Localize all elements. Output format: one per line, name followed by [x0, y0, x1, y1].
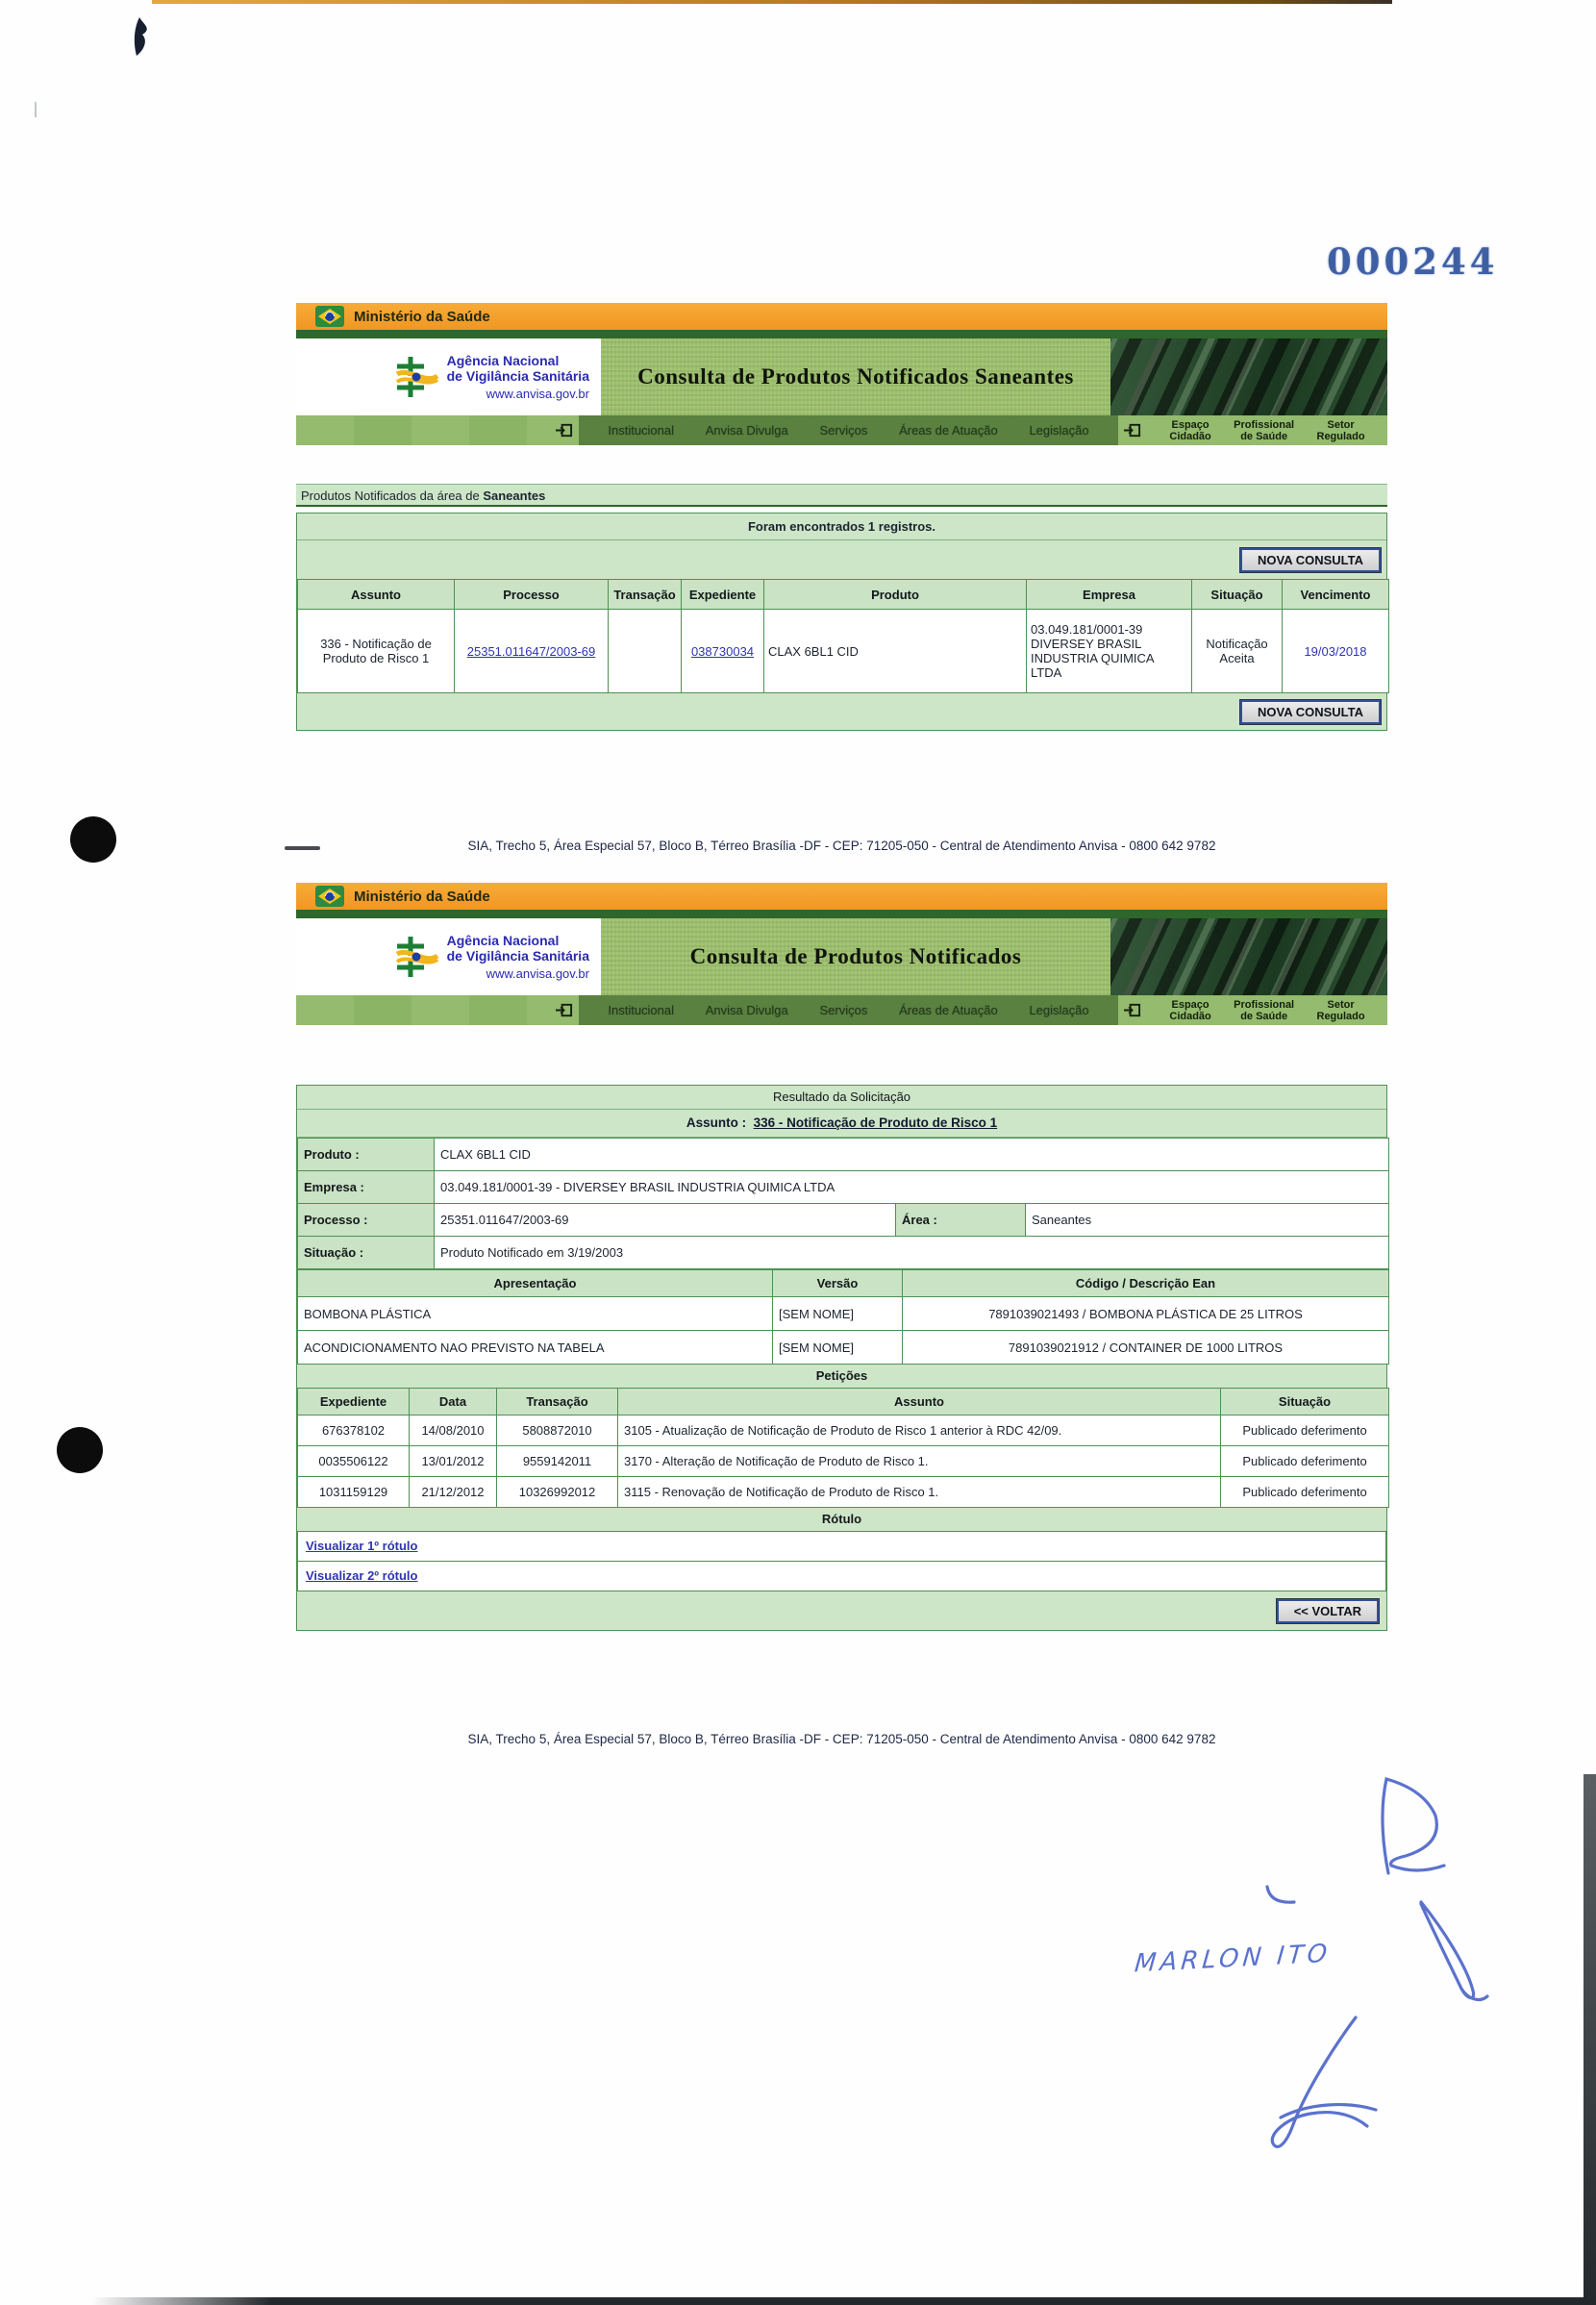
- anvisa-address-footer: SIA, Trecho 5, Área Especial 57, Bloco B, Térreo Brasília -DF - CEP: 71205-050 - Central de Atendimento Anvisa - 0800 642 9782: [467, 1732, 1216, 1746]
- cell-expediente: 1031159129: [298, 1477, 410, 1508]
- cell-processo: [455, 610, 609, 693]
- ministry-title: Ministério da Saúde: [354, 888, 490, 905]
- nav-espaco-cidadao[interactable]: [1169, 999, 1210, 1022]
- col-transacao: Transação: [609, 580, 682, 610]
- results-box: [296, 513, 1387, 731]
- processo-label: Processo :: [298, 1204, 435, 1237]
- nav-areas-de-atuacao[interactable]: Áreas de Atuação: [899, 1003, 998, 1017]
- field-row-situacao: [298, 1237, 1389, 1269]
- assunto-link[interactable]: 336 - Notificação de Produto de Risco 1: [753, 1115, 998, 1130]
- nav-menu: [579, 415, 1118, 445]
- col-produto: Produto: [764, 580, 1027, 610]
- apresentacao-header-row: [298, 1270, 1389, 1297]
- col-empresa: Empresa: [1027, 580, 1192, 610]
- nav-institucional[interactable]: Institucional: [608, 1003, 675, 1017]
- nav-menu: [579, 995, 1118, 1025]
- audience-navigation: [1147, 995, 1387, 1025]
- nav-label: de Saúde: [1240, 1010, 1288, 1022]
- area-label: Área :: [896, 1204, 1026, 1237]
- peticao-row: [298, 1477, 1389, 1508]
- peticao-row: [298, 1416, 1389, 1446]
- nav-label: Espaço: [1171, 418, 1209, 431]
- nav-label: Regulado: [1316, 430, 1365, 442]
- processo-value: 25351.011647/2003-69: [435, 1204, 896, 1237]
- visualizar-rotulo-1-link[interactable]: Visualizar 1º rótulo: [306, 1539, 418, 1553]
- brazil-flag-icon: [315, 306, 344, 327]
- field-row-processo: [298, 1204, 1389, 1237]
- apresentacao-row: [298, 1331, 1389, 1365]
- col-assunto: Assunto: [618, 1389, 1221, 1416]
- nova-consulta-button[interactable]: NOVA CONSULTA: [1240, 700, 1381, 724]
- nav-espaco-cidadao[interactable]: [1169, 419, 1210, 442]
- scan-bottom-edge: [91, 2297, 1596, 2305]
- cell-expediente: 676378102: [298, 1416, 410, 1446]
- cell-data: 14/08/2010: [410, 1416, 497, 1446]
- cell-transacao: 9559142011: [497, 1446, 618, 1477]
- punch-hole: [70, 816, 116, 863]
- result-assunto-row: [297, 1110, 1386, 1138]
- field-row-produto: [298, 1139, 1389, 1171]
- cell-situacao: Notificação Aceita: [1192, 610, 1283, 693]
- ministry-title: Ministério da Saúde: [354, 308, 490, 325]
- notified-products-table: [297, 579, 1389, 693]
- anvisa-printout-saneantes: [296, 303, 1387, 853]
- nav-spacer: [296, 415, 550, 445]
- agency-url-link[interactable]: www.anvisa.gov.br: [486, 966, 589, 981]
- cell-assunto: 3105 - Atualização de Notificação de Produto de Risco 1 anterior à RDC 42/09.: [618, 1416, 1221, 1446]
- visualizar-rotulo-2-link[interactable]: Visualizar 2º rótulo: [306, 1568, 418, 1583]
- cell-transacao: [609, 610, 682, 693]
- produto-value: CLAX 6BL1 CID: [435, 1139, 1389, 1171]
- nav-label: Regulado: [1316, 1010, 1365, 1022]
- nav-legislacao[interactable]: Legislação: [1029, 423, 1089, 438]
- area-value: Saneantes: [1026, 1204, 1389, 1237]
- col-expediente: Expediente: [682, 580, 764, 610]
- exit-door-icon[interactable]: [1118, 415, 1147, 445]
- rotulo-link-row: [297, 1531, 1386, 1562]
- scan-top-edge: [152, 0, 1392, 4]
- keyboard-photo: [1110, 338, 1387, 415]
- empresa-label: Empresa :: [298, 1171, 435, 1204]
- nav-label: Cidadão: [1169, 1010, 1211, 1022]
- cell-versao: [SEM NOME]: [773, 1331, 903, 1365]
- scan-right-edge: [1584, 1774, 1596, 2305]
- agency-text: [447, 933, 589, 981]
- page-banner: [601, 338, 1387, 415]
- nav-setor-regulado[interactable]: [1317, 419, 1365, 442]
- nav-label: Cidadão: [1169, 430, 1211, 442]
- voltar-button[interactable]: << VOLTAR: [1277, 1599, 1379, 1623]
- nav-profissional-de-saude[interactable]: [1234, 419, 1294, 442]
- col-data: Data: [410, 1389, 497, 1416]
- button-row: [297, 540, 1386, 579]
- processo-link[interactable]: 25351.011647/2003-69: [466, 643, 596, 659]
- keyboard-photo: [1110, 918, 1387, 995]
- agency-name-line2: de Vigilância Sanitária: [446, 368, 589, 384]
- cell-data: 13/01/2012: [410, 1446, 497, 1477]
- ministry-bar: [296, 883, 1387, 910]
- field-row-empresa: [298, 1171, 1389, 1204]
- col-situacao: Situação: [1221, 1389, 1389, 1416]
- page-banner: [601, 918, 1387, 995]
- banner-title: Consulta de Produtos Notificados: [689, 944, 1022, 968]
- header-divider: [296, 910, 1387, 918]
- cell-empresa: 03.049.181/0001-39 DIVERSEY BRASIL INDUSTRIA QUIMICA LTDA: [1027, 610, 1192, 693]
- nav-label: Setor: [1327, 418, 1355, 431]
- anvisa-logo-icon: [395, 935, 439, 979]
- section-title-area: Saneantes: [483, 489, 546, 503]
- col-apresentacao: Apresentação: [298, 1270, 773, 1297]
- header-middle: [296, 338, 1387, 415]
- product-fields-table: [297, 1138, 1389, 1269]
- result-title: Resultado da Solicitação: [297, 1086, 1386, 1110]
- agency-name-line2: de Vigilância Sanitária: [446, 948, 589, 964]
- main-navigation: [296, 415, 1387, 445]
- agency-name-line1: Agência Nacional: [446, 353, 560, 368]
- nova-consulta-button[interactable]: NOVA CONSULTA: [1240, 548, 1381, 572]
- produto-label: Produto :: [298, 1139, 435, 1171]
- cell-expediente: [682, 610, 764, 693]
- header-middle: [296, 918, 1387, 995]
- exit-door-icon[interactable]: [550, 995, 579, 1025]
- rotulo-title: Rótulo: [821, 1512, 862, 1526]
- cell-expediente: 0035506122: [298, 1446, 410, 1477]
- col-codigo-ean: Código / Descrição Ean: [903, 1270, 1389, 1297]
- nav-label: Profissional: [1234, 998, 1295, 1011]
- apresentacao-table: [297, 1269, 1389, 1365]
- cell-data: 21/12/2012: [410, 1477, 497, 1508]
- nav-areas-de-atuacao[interactable]: Áreas de Atuação: [899, 423, 998, 438]
- nav-label: Profissional: [1234, 418, 1295, 431]
- anvisa-printout-resultado: [296, 883, 1387, 1746]
- banner-title: Consulta de Produtos Notificados Saneantes: [637, 364, 1074, 388]
- cell-transacao: 10326992012: [497, 1477, 618, 1508]
- assunto-label: Assunto :: [686, 1115, 747, 1130]
- col-situacao: Situação: [1192, 580, 1283, 610]
- cell-transacao: 5808872010: [497, 1416, 618, 1446]
- scan-speck: [35, 102, 37, 117]
- nav-label: Setor: [1327, 998, 1355, 1011]
- cell-assunto: 3115 - Renovação de Notificação de Produto de Risco 1.: [618, 1477, 1221, 1508]
- header-divider: [296, 330, 1387, 338]
- peticoes-header-row: [298, 1389, 1389, 1416]
- page-number-stamp: 000244: [1327, 240, 1499, 283]
- cell-apresentacao: ACONDICIONAMENTO NAO PREVISTO NA TABELA: [298, 1331, 773, 1365]
- situacao-value: Produto Notificado em 3/19/2003: [435, 1237, 1389, 1269]
- nav-anvisa-divulga[interactable]: Anvisa Divulga: [705, 423, 788, 438]
- apresentacao-row: [298, 1297, 1389, 1331]
- peticoes-title: Petições: [815, 1368, 868, 1383]
- cell-vencimento: 19/03/2018: [1283, 610, 1389, 693]
- exit-door-icon[interactable]: [550, 415, 579, 445]
- nav-legislacao[interactable]: Legislação: [1029, 1003, 1089, 1017]
- agency-name-line1: Agência Nacional: [446, 933, 560, 948]
- cell-situacao: Publicado deferimento: [1221, 1416, 1389, 1446]
- nav-servicos[interactable]: Serviços: [819, 1003, 868, 1017]
- results-count-text: Foram encontrados 1 registros.: [297, 514, 1386, 540]
- result-box: [296, 1085, 1387, 1631]
- nav-profissional-de-saude[interactable]: [1234, 999, 1294, 1022]
- cell-versao: [SEM NOME]: [773, 1297, 903, 1331]
- button-row: [297, 693, 1386, 730]
- cell-situacao: Publicado deferimento: [1221, 1477, 1389, 1508]
- pen-mark-icon: [131, 17, 156, 58]
- exit-door-icon[interactable]: [1118, 995, 1147, 1025]
- cell-apresentacao: BOMBONA PLÁSTICA: [298, 1297, 773, 1331]
- situacao-label: Situação :: [298, 1237, 435, 1269]
- table-header-row: [298, 580, 1389, 610]
- agency-text: [447, 353, 589, 401]
- anvisa-address-footer: SIA, Trecho 5, Área Especial 57, Bloco B, Térreo Brasília -DF - CEP: 71205-050 - Central de Atendimento Anvisa - 0800 642 9782: [467, 839, 1216, 853]
- col-assunto: Assunto: [298, 580, 455, 610]
- section-title-bar: [296, 484, 1387, 507]
- expediente-link[interactable]: 038730034: [690, 643, 755, 659]
- button-row: [297, 1591, 1386, 1630]
- section-title-prefix: Produtos Notificados da área de: [301, 489, 484, 503]
- col-vencimento: Vencimento: [1283, 580, 1389, 610]
- table-row: [298, 610, 1389, 693]
- cell-ean: 7891039021912 / CONTAINER DE 1000 LITROS: [903, 1331, 1389, 1365]
- nav-spacer: [296, 995, 550, 1025]
- cell-ean: 7891039021493 / BOMBONA PLÁSTICA DE 25 LITROS: [903, 1297, 1389, 1331]
- anvisa-logo-icon: [395, 355, 439, 399]
- rotulo-link-row: [297, 1562, 1386, 1591]
- cell-situacao: Publicado deferimento: [1221, 1446, 1389, 1477]
- cell-assunto: 3170 - Alteração de Notificação de Produto de Risco 1.: [618, 1446, 1221, 1477]
- brazil-flag-icon: [315, 886, 344, 907]
- nav-label: Espaço: [1171, 998, 1209, 1011]
- nav-label: de Saúde: [1240, 430, 1288, 442]
- col-transacao: Transação: [497, 1389, 618, 1416]
- ministry-bar: [296, 303, 1387, 330]
- nav-institucional[interactable]: Institucional: [608, 423, 675, 438]
- nav-setor-regulado[interactable]: [1317, 999, 1365, 1022]
- cell-produto: CLAX 6BL1 CID: [764, 610, 1027, 693]
- anvisa-logo-block[interactable]: [296, 338, 601, 415]
- peticao-row: [298, 1446, 1389, 1477]
- col-expediente: Expediente: [298, 1389, 410, 1416]
- audience-navigation: [1147, 415, 1387, 445]
- nav-anvisa-divulga[interactable]: Anvisa Divulga: [705, 1003, 788, 1017]
- handwritten-name: MARLON ITO: [1133, 1939, 1333, 1979]
- col-versao: Versão: [773, 1270, 903, 1297]
- col-processo: Processo: [455, 580, 609, 610]
- empresa-value: 03.049.181/0001-39 - DIVERSEY BRASIL INDUSTRIA QUIMICA LTDA: [435, 1171, 1389, 1204]
- punch-hole: [57, 1427, 103, 1473]
- nav-servicos[interactable]: Serviços: [819, 423, 868, 438]
- cell-assunto: 336 - Notificação de Produto de Risco 1: [298, 610, 455, 693]
- peticoes-table: [297, 1388, 1389, 1508]
- main-navigation: [296, 995, 1387, 1025]
- agency-url-link[interactable]: www.anvisa.gov.br: [486, 387, 589, 401]
- anvisa-logo-block[interactable]: [296, 918, 601, 995]
